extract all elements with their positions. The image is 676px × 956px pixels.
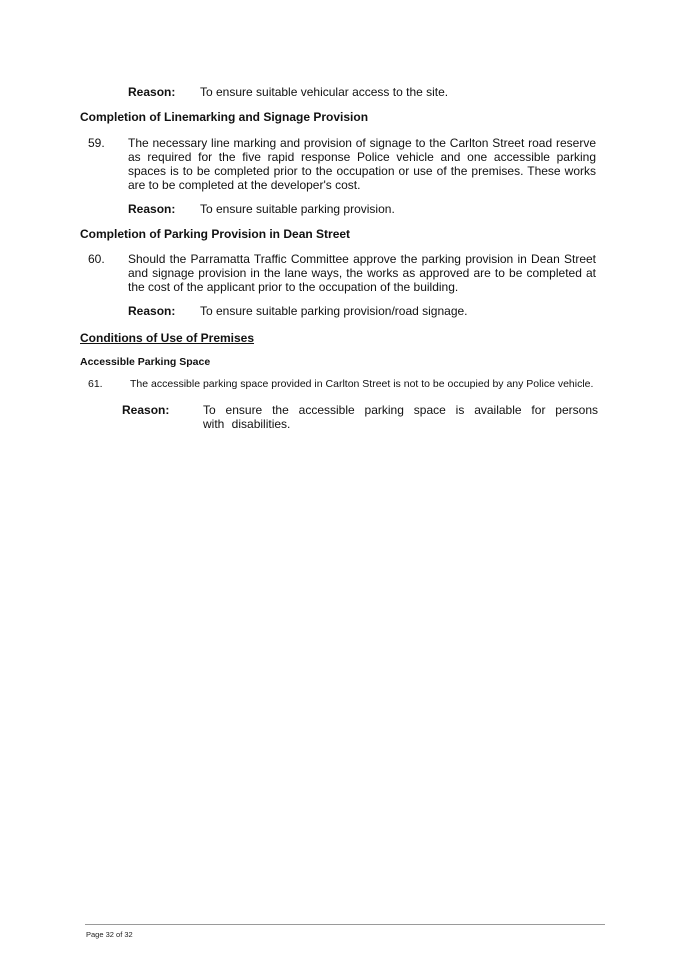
reason-vehicular-access <box>128 85 448 99</box>
condition-60 <box>88 252 596 294</box>
reason-label: Reason: <box>128 304 176 318</box>
reason-label: Reason: <box>128 202 176 216</box>
reason-parking-provision <box>128 202 395 216</box>
reason-label: Reason: <box>122 403 170 417</box>
reason-text: To ensure suitable vehicular access to the site. <box>200 85 449 99</box>
reason-label: Reason: <box>128 85 176 99</box>
section-heading-dean-street: Completion of Parking Provision in Dean Street <box>80 227 351 241</box>
footer-divider <box>85 924 605 925</box>
condition-number: 60. <box>88 252 105 266</box>
reason-text: To ensure suitable parking provision. <box>200 202 395 216</box>
condition-number: 61. <box>88 378 103 390</box>
condition-text: The necessary line marking and provision of signage to the Carlton Street road reserve as required for the five rapid response Police vehicle and one accessible parking spaces is to be completed prior to the occupation or use of the premises. These works are to be completed at the developer's cost. <box>128 136 596 192</box>
reason-accessible-space <box>122 403 598 431</box>
section-heading-linemarking: Completion of Linemarking and Signage Provision <box>80 110 369 124</box>
condition-59 <box>88 136 596 192</box>
condition-text: The accessible parking space provided in Carlton Street is not to be occupied by any Police vehicle. <box>130 378 594 390</box>
subheading-accessible-parking: Accessible Parking Space <box>80 356 211 368</box>
reason-road-signage <box>128 304 468 318</box>
section-heading-conditions-of-use: Conditions of Use of Premises <box>80 331 255 345</box>
condition-61 <box>88 378 608 391</box>
condition-text: Should the Parramatta Traffic Committee approve the parking provision in Dean Street and signage provision in the lane ways, the works as approved are to be completed at the cost of the applicant prior to the occupation of the building. <box>128 252 596 294</box>
page-number: Page 32 of 32 <box>86 930 133 939</box>
condition-number: 59. <box>88 136 105 150</box>
reason-text: To ensure suitable parking provision/road signage. <box>200 304 468 318</box>
reason-text: To ensure the accessible parking space is available for persons with disabilities. <box>203 403 598 431</box>
